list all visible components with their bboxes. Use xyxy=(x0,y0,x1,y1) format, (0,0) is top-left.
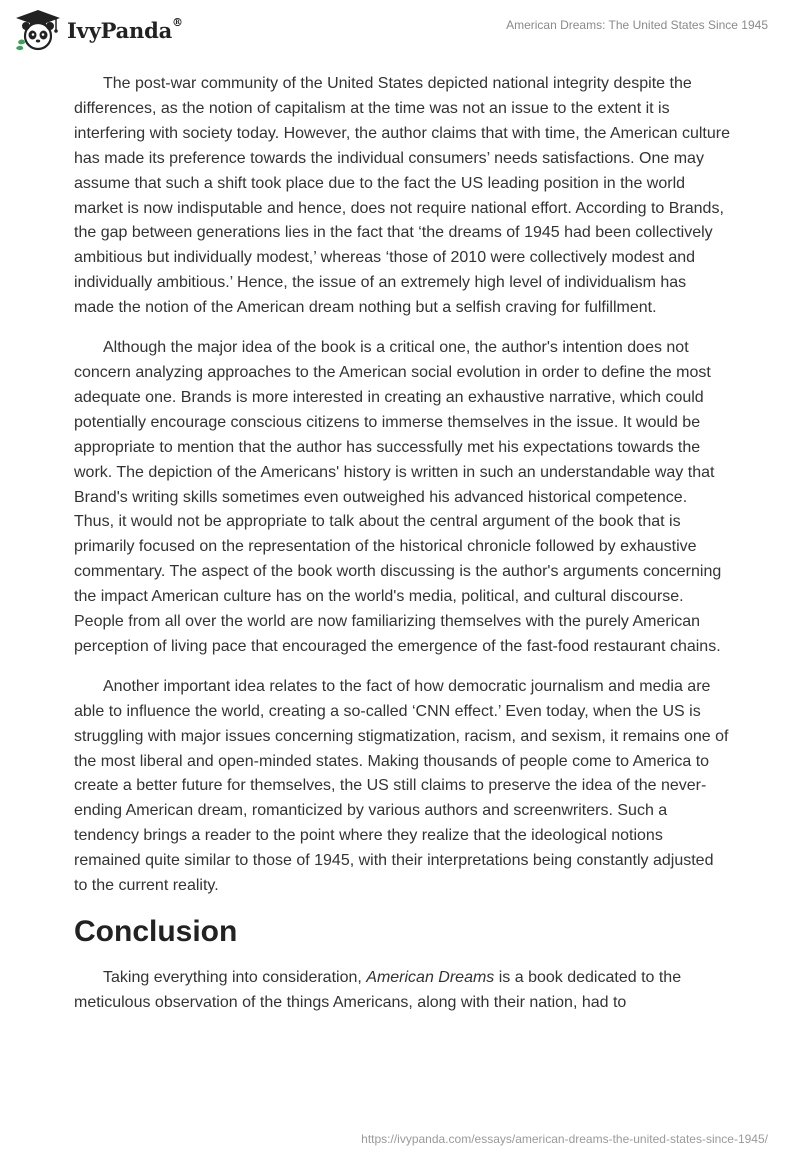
paragraph-conclusion: Taking everything into consideration, American Dreams is a book dedicated to the meticulous observation of the things Americans, along with their nation, had to xyxy=(74,969,682,1011)
page-header xyxy=(0,0,800,60)
paragraph-democratic-journalism: Another important idea relates to the fact of how democratic journalism and media are able to influence the world, creating a so-called ‘CNN effect.’ Even today, when the US is struggling with major issues concerning stigmatization, racism, and sexism, it remains one of the most liberal and open-minded states. Making thousands of people come to America to create a better future for themselves, the US still claims to preserve the idea of the never-ending American dream, romanticized by various authors and screenwriters. Such a tendency brings a reader to the point where they realize that the ideological notions remained quite similar to those of 1945, with their interpretations being constantly adjusted to the current reality. xyxy=(74,677,729,895)
section-heading-conclusion: Conclusion xyxy=(74,915,238,948)
book-title: American Dreams xyxy=(366,969,495,986)
panda-graduate-icon xyxy=(14,8,62,52)
essay-body xyxy=(74,72,730,1031)
footer-url[interactable]: https://ivypanda.com/essays/american-dreams-the-united-states-since-1945/ xyxy=(361,1132,768,1146)
paragraph-post-war: The post-war community of the United States depicted national integrity despite the differences, as the notion of capitalism at the time was not an issue to the extent it is interfering with society today. However, the author claims that with time, the American culture has made its preference towards the individual consumers’ needs satisfactions. One may assume that such a shift took place due to the fact the US leading position in the world market is now indisputable and hence, does not require national effort. According to Brands, the gap between generations lies in the fact that ‘the dreams of 1945 had been collectively ambitious but individually modest,’ whereas ‘those of 2010 were collectively modest and individually ambitious.’ Hence, the issue of an extremely high level of individualism has made the notion of the American dream nothing but a selfish craving for fulfillment. xyxy=(74,75,730,317)
ivypanda-logo[interactable] xyxy=(14,8,183,52)
brand-name: IvyPanda® xyxy=(67,15,183,43)
running-title: American Dreams: The United States Since 1945 xyxy=(506,18,768,32)
paragraph-major-idea: Although the major idea of the book is a critical one, the author's intention does not concern analyzing approaches to the American social evolution in order to define the most adequate one. Brands is more interested in creating an exhaustive narrative, which could potentially encourage conscious citizens to immerse themselves in the issue. It would be appropriate to mention that the author has successfully met his expectations towards the work. The depiction of the Americans' history is written in such an understandable way that Brand's writing skills sometimes even outweighed his advanced historical competence. Thus, it would not be appropriate to talk about the central argument of the book that is primarily focused on the representation of the historical chronicle followed by exhaustive commentary. The aspect of the book worth discussing is the author's arguments concerning the impact American culture has on the world's media, political, and cultural discourse. People from all over the world are now familiarizing themselves with the purely American perception of living pace that encouraged the emergence of the fast-food restaurant chains. xyxy=(74,339,722,655)
